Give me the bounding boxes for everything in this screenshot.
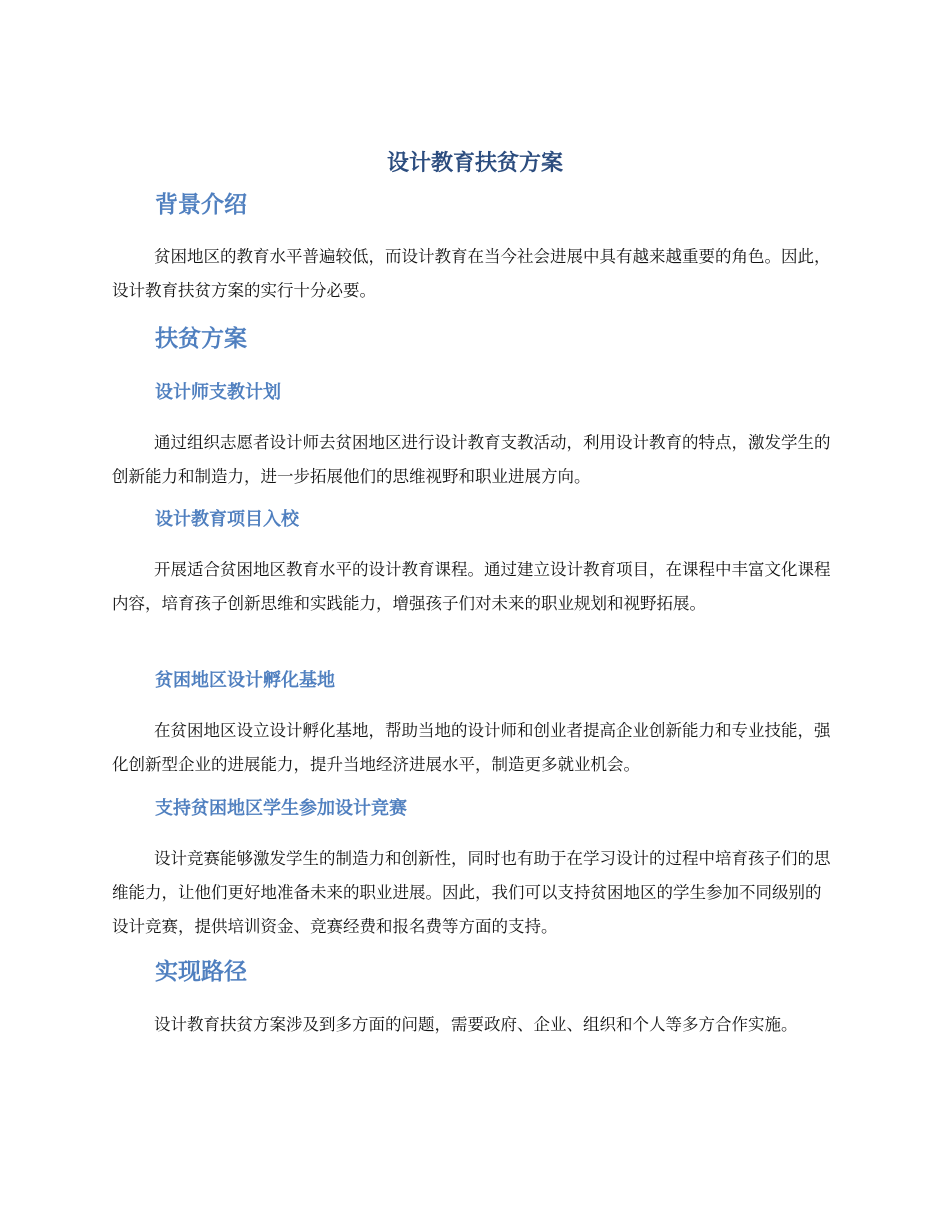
paragraph-background: 贫困地区的教育水平普遍较低，而设计教育在当今社会进展中具有越来越重要的角色。因此，设计教育扶贫方案的实行十分必要。 <box>112 247 831 300</box>
heading-plan: 扶贫方案 <box>155 326 247 352</box>
subheading-design-competition: 支持贫困地区学生参加设计竞赛 <box>155 798 407 819</box>
subheading-incubation-base: 贫困地区设计孵化基地 <box>155 670 335 691</box>
document-title: 设计教育扶贫方案 <box>386 151 563 176</box>
subheading-designer-teaching: 设计师支教计划 <box>155 382 281 403</box>
subheading-education-project: 设计教育项目入校 <box>155 509 299 530</box>
paragraph-incubation-base: 在贫困地区设立设计孵化基地，帮助当地的设计师和创业者提高企业创新能力和专业技能，强化创新型企业的进展能力，提升当地经济进展水平，制造更多就业机会。 <box>112 721 831 774</box>
paragraph-designer-teaching: 通过组织志愿者设计师去贫困地区进行设计教育支教活动，利用设计教育的特点，激发学生的创新能力和制造力，进一步拓展他们的思维视野和职业进展方向。 <box>112 433 831 486</box>
heading-implementation-path: 实现路径 <box>155 959 247 985</box>
paragraph-design-competition: 设计竞赛能够激发学生的制造力和创新性，同时也有助于在学习设计的过程中培育孩子们的思维能力，让他们更好地准备未来的职业进展。因此，我们可以支持贫困地区的学生参加不同级别的设计竞赛，提供培训资金、竞赛经费和报名费等方面的支持。 <box>112 849 831 936</box>
paragraph-implementation-path: 设计教育扶贫方案涉及到多方面的问题，需要政府、企业、组织和个人等多方合作实施。 <box>154 1015 798 1034</box>
heading-background: 背景介绍 <box>155 192 247 218</box>
paragraph-education-project: 开展适合贫困地区教育水平的设计教育课程。通过建立设计教育项目，在课程中丰富文化课程内容，培育孩子创新思维和实践能力，增强孩子们对未来的职业规划和视野拓展。 <box>112 560 831 613</box>
